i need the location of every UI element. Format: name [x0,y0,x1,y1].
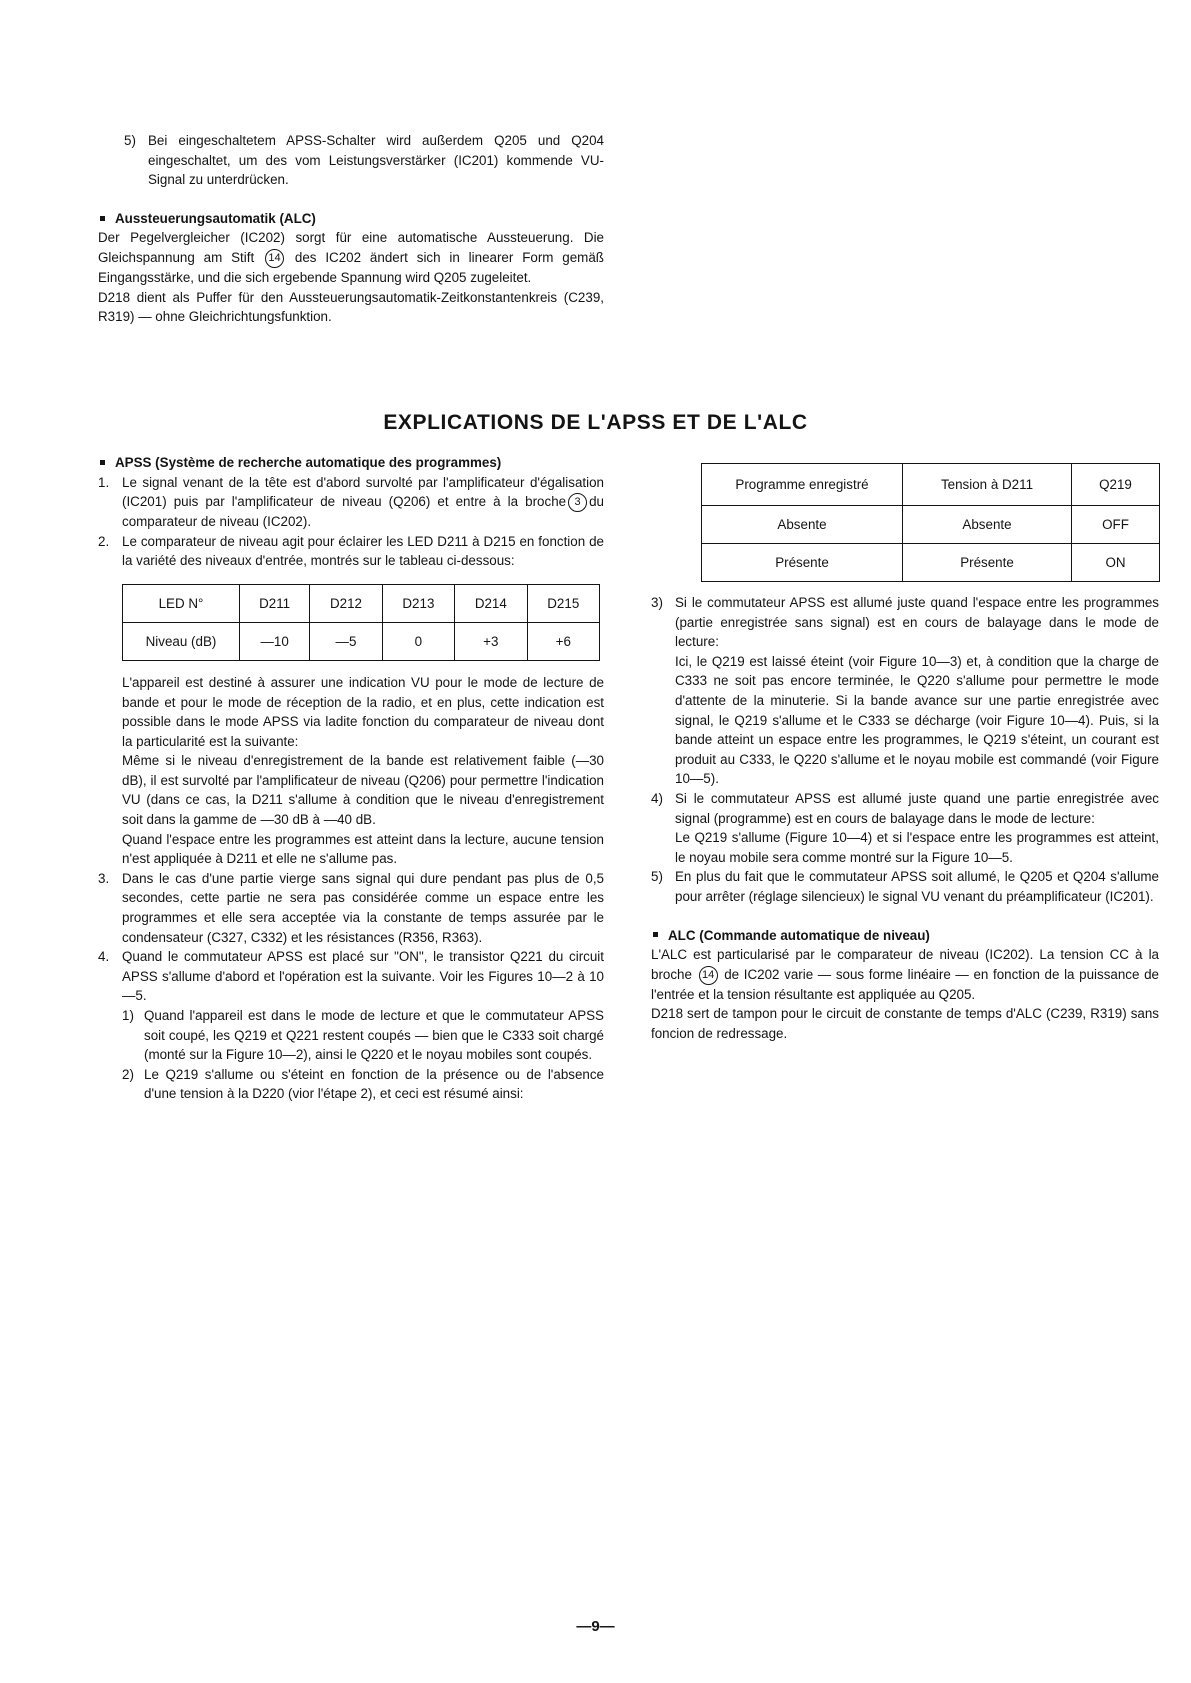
german-alc-paragraph-2: D218 dient als Puffer für den Aussteuerungsautomatik-Zeitkonstantenkreis (C239, R319) — ohne Gleichrichtungsfunktion. [98,289,604,325]
q219-table-cell: Présente [903,544,1072,582]
led-table-cell: +3 [455,622,527,660]
right-item-4 [651,789,1159,867]
german-item-5-number: 5) [124,133,136,148]
left-item-1-text [122,473,604,532]
meme-paragraph: Même si le niveau d'enregistrement de la bande est relativement faible (—30 dB), il est survolté par l'amplificateur de niveau (Q206) pour permettre l'indication VU (dans ce cas, la D211 s'allume à condition que le niveau d'enregistrement soit dans la gamme de —30 dB à —40 dB. [122,753,604,828]
left-item-4-text: Quand le commutateur APSS est placé sur "ON", le transistor Q221 du circuit APSS s'allume d'abord et l'opération est la suivante. Voir les Figures 10—2 à 10—5. [122,949,604,1004]
led-table-header-cell: D211 [240,584,310,622]
right-alc-p1-text-a: L'ALC est particularisé par le comparateur de niveau (IC202). La tension CC à la broche [651,947,1159,982]
right-column [651,463,1159,1043]
vu-paragraph: L'appareil est destiné à assurer une indication VU pour le mode de lecture de bande et pour le mode de réception de la radio, et en plus, cette indication est possible dans le mode APSS via ladite fonction du comparateur de niveau dont la particularité est la suivante: [122,674,604,749]
led-table-cell: —5 [310,622,382,660]
bullet-square-icon [100,460,105,465]
right-item-3-text-cont: Ici, le Q219 est laissé éteint (voir Figure 10—3) et, à condition que la charge de C333 ne soit pas encore terminée, le Q220 s'allume pour permettre le mode d'attente de la minuterie. Si la bande avance sur une partie enregistrée avec signal, le Q219 s'allume et le C333 se décharge (voir Figure 10—4). Puis, si la bande atteint un espace entre les programmes, le Q219 s'éteint, un courant est produit au C333, le Q220 s'allume et le noyau mobile est commandé (voir Figure 10—5). [675,653,1159,787]
bullet-square-icon [100,216,105,221]
led-table-header-cell: D215 [527,584,599,622]
pin-14-circle-icon: 14 [265,249,284,268]
q219-table-header-row [702,464,1160,506]
q219-table-cell: Présente [702,544,903,582]
right-item-4-text-cont: Le Q219 s'allume (Figure 10—4) et si l'espace entre les programmes est atteint, le noyau mobile sera comme montré sur la Figure 10—5. [675,830,1159,865]
left-item-2-continuation [98,673,604,869]
left-sub-item-1-text: Quand l'appareil est dans le mode de lecture et que le commutateur APSS soit coupé, les Q219 et Q221 restent coupés — bien que le C333 soit chargé (monté sur la Figure 10—2), ainsi le Q220 et le noyau mobiles sont coupés. [144,1008,604,1063]
led-table-cell: Niveau (dB) [123,622,240,660]
left-item-2-number: 2. [98,533,110,549]
page-title: EXPLICATIONS DE L'APSS ET DE L'ALC [383,411,808,434]
left-item-1-number: 1. [98,474,110,490]
left-item-4 [98,947,604,1006]
left-item-2 [98,532,604,571]
q219-table-row [702,544,1160,582]
german-item-5-text: Bei eingeschaltetem APSS-Schalter wird außerdem Q205 und Q204 eingeschaltet, um des vom Leistungsverstärker (IC201) kommende VU-Signal zu unterdrücken. [148,133,604,188]
left-item-4-number: 4. [98,949,110,965]
right-item-3-text [675,593,1159,789]
right-alc-paragraph-1 [651,945,1159,1004]
led-table-row [123,622,600,660]
q219-table-header-cell: Tension à D211 [903,464,1072,506]
right-item-5-text: En plus du fait que le commutateur APSS soit allumé, le Q205 et Q204 s'allume pour arrêter (réglage silencieux) le signal VU venant du préamplificateur (IC201). [675,869,1159,904]
german-alc-p1-text-a: Der Pegelvergleicher (IC202) sorgt für eine automatische Aussteuerung. Die Gleichspannung am Stift [98,230,604,265]
pin-3-circle-icon: 3 [568,493,587,512]
left-sub-item-1-number: 1) [122,1008,134,1024]
german-alc-heading-text: Aussteuerungsautomatik (ALC) [115,210,316,226]
left-sub-item-1 [122,1006,604,1065]
right-item-4-text-main: Si le commutateur APSS est allumé juste quand une partie enregistrée avec signal (programme) est en cours de balayage dans le mode de lecture: [675,790,1159,826]
german-section [98,131,604,327]
right-item-5-number: 5) [651,869,663,885]
left-item-4-subitems [98,1006,604,1104]
led-table-cell: —10 [240,622,310,660]
right-alc-heading-text: ALC (Commande automatique de niveau) [668,927,930,943]
led-table-header-cell: D212 [310,584,382,622]
q219-table-cell: Absente [903,506,1072,544]
q219-table-cell: Absente [702,506,903,544]
left-item-3 [98,869,604,947]
right-item-3-number: 3) [651,595,663,610]
right-item-3-text-main: Si le commutateur APSS est allumé juste quand l'espace entre les programmes (partie enregistrée sans signal) est en cours de balayage dans le mode de lecture: [675,595,1159,650]
left-item-1-text-b: du comparateur de niveau (IC202). [122,494,604,530]
left-item-2-text: Le comparateur de niveau agit pour éclairer les LED D211 à D215 en fonction de la variété des niveaux d'entrée, montrés sur le tableau ci-dessous: [122,533,604,569]
bullet-square-icon [653,932,658,937]
led-table-header-cell: LED N° [123,584,240,622]
right-alc-p1-text-b: de IC202 varie — sous forme linéaire — en fonction de la puissance de l'entrée et la tension résultante est appliquée au Q205. [651,966,1159,1002]
apss-heading [98,453,604,473]
led-table-header-row [123,584,600,622]
left-sub-item-2-number: 2) [122,1066,134,1082]
left-item-1-text-a: Le signal venant de la tête est d'abord survolté par l'amplificateur d'égalisation (IC201) puis par l'amplificateur de niveau (Q206) et entre à la broche [122,474,604,510]
german-alc-heading [98,209,604,229]
page-number: —9— [576,1618,615,1635]
left-column [98,453,604,1104]
left-item-1 [98,473,604,532]
led-table-header-cell: D213 [382,584,454,622]
led-table-cell: +6 [527,622,599,660]
q219-table-row [702,506,1160,544]
left-sub-item-2 [122,1065,604,1104]
q219-table-cell: OFF [1072,506,1160,544]
led-level-table [122,584,600,661]
right-item-4-text [675,789,1159,867]
quand-paragraph: Quand l'espace entre les programmes est atteint dans la lecture, aucune tension n'est appliquée à D211 et elle ne s'allume pas. [122,831,604,867]
german-alc-paragraph-1 [98,228,604,287]
right-items [651,593,1159,1043]
german-alc-p1-text-b: des IC202 ändert sich in linearer Form gemäß Eingangsstärke, und die sich ergebende Spannung wird Q205 zugeleitet. [98,249,604,285]
german-item-5 [98,131,604,190]
left-item-3-number: 3. [98,870,110,886]
right-item-5 [651,867,1159,906]
led-table-header-cell: D214 [455,584,527,622]
apss-heading-text: APSS (Système de recherche automatique des programmes) [115,455,502,470]
right-alc-paragraph-2: D218 sert de tampon pour le circuit de constante de temps d'ALC (C239, R319) sans foncion de redressage. [651,1006,1159,1041]
left-item-3-text: Dans le cas d'une partie vierge sans signal qui dure pendant pas plus de 0,5 secondes, cette partie ne sera pas considérée comme un espace entre les programmes et elle sera acceptée via la constante de temps assurée par le condensateur (C327, C332) et les résistances (R356, R363). [122,870,604,945]
q219-table-header-cell: Programme enregistré [702,464,903,506]
left-sub-item-2-text: Le Q219 s'allume ou s'éteint en fonction de la présence ou de l'absence d'une tension à la D220 (vior l'étape 2), et ceci est résumé ainsi: [144,1066,604,1102]
right-item-3 [651,593,1159,789]
q219-table-header-cell: Q219 [1072,464,1160,506]
pin-14-circle-icon: 14 [699,966,718,985]
right-item-4-number: 4) [651,790,663,806]
q219-state-table [701,463,1160,582]
led-table-cell: 0 [382,622,454,660]
q219-table-cell: ON [1072,544,1160,582]
right-alc-heading [651,926,1159,946]
